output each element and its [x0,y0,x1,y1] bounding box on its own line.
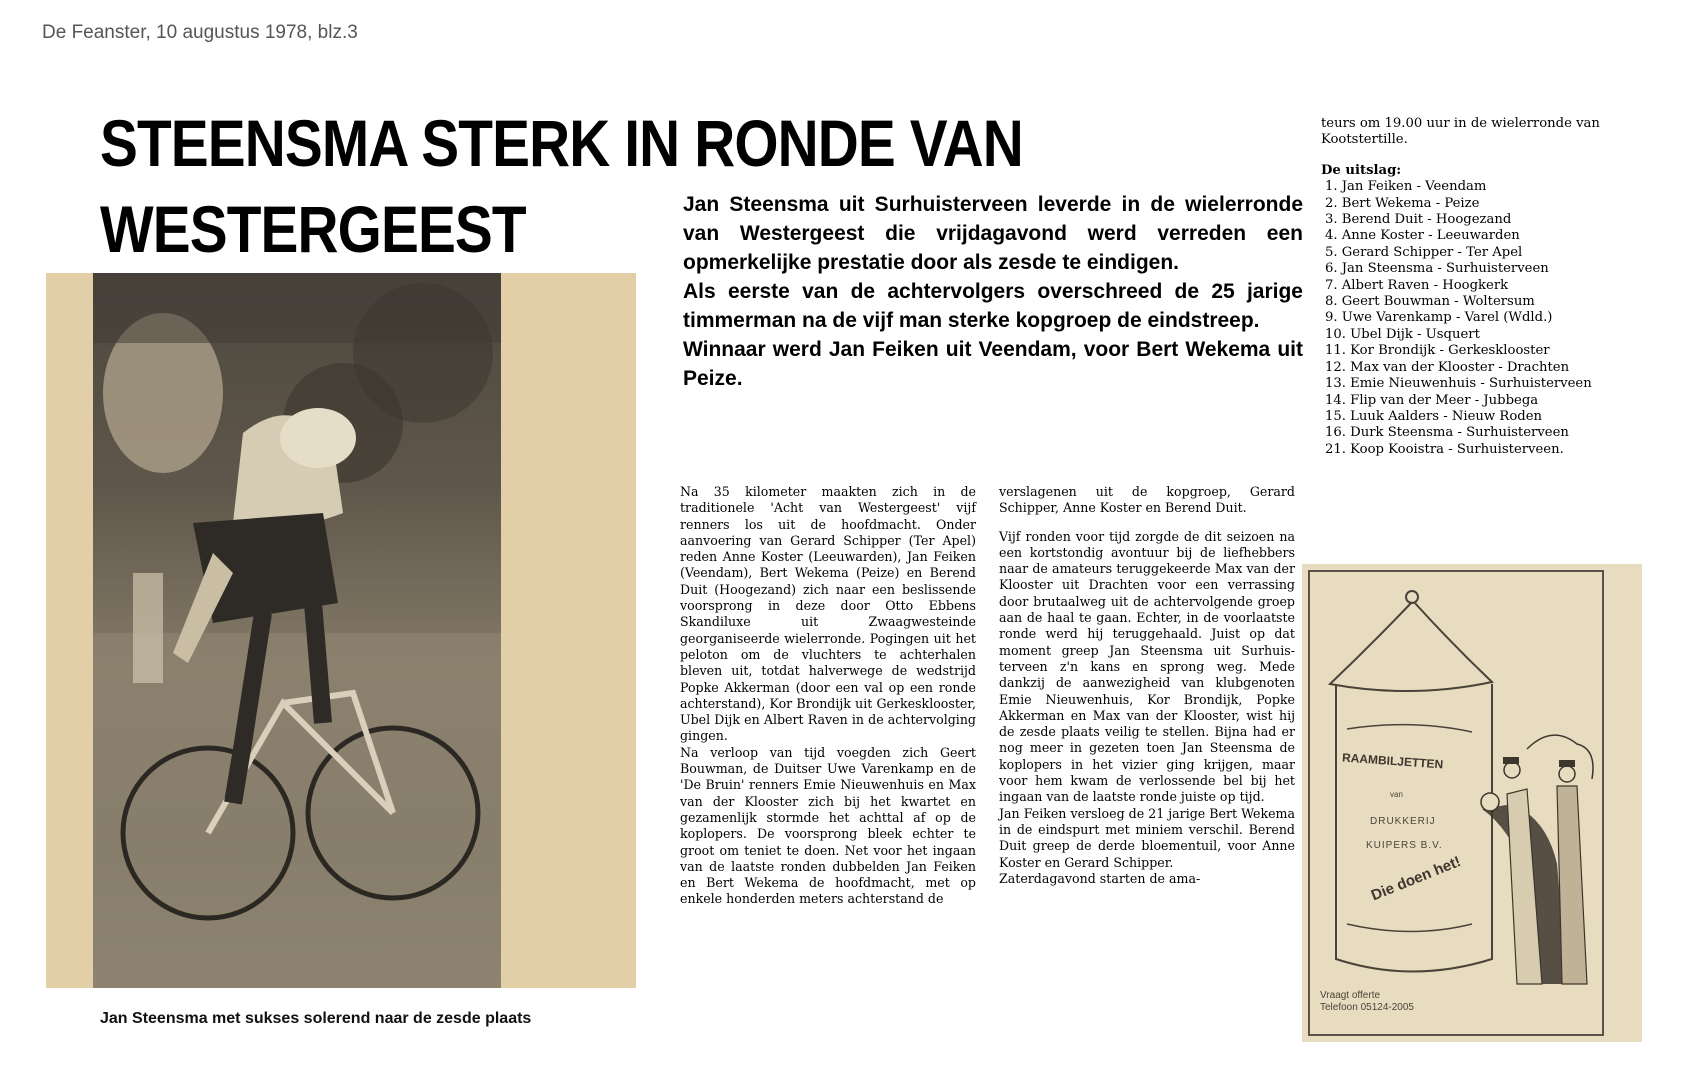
lead-sentence: Jan Steensma uit Surhuisterveen leverde in de wielerronde van Westergeest die vrijdagavond werd verreden een opmerkelijke prestatie door als zesde te eindigen. [683,193,1303,274]
result-item: 14. Flip van der Meer - Jubbega [1325,392,1539,408]
result-item: 11. Kor Brondijk - Gerkesklooster [1325,343,1550,359]
result-item: 13. Emie Nieuwenhuis - Surhuisterveen [1325,376,1592,392]
printer-advertisement [1302,564,1642,1042]
lead-sentence: Winnaar werd Jan Feiken uit Veendam, voor Bert Wekema uit Peize. [683,338,1303,390]
result-item: 12. Max van der Klooster - Drachten [1325,359,1570,375]
lead-paragraph [683,190,1303,393]
body-paragraph: Na verloop van tijd voegden zich Geert Bouwman, de Duitser Uwe Varenkamp en de 'De Bruin' renners Emie Nieuwenhuis en Max van der Klooster zich bij het kwartet en gezamenlijk stormde het achttal af op de koplopers. De voorsprong bleek echter te groot om teniet te doen. Net voor het ingaan van de laatste ronden dubbelden Jan Feiken en Bert Wekema de hoofdmacht, met op enkele honderden meters achterstand de [680,744,976,907]
body-paragraph: Zaterdagavond starten de ama- [999,870,1201,886]
headline-line-2: WESTERGEEST [100,192,526,266]
body-column-3 [1321,116,1621,458]
result-item: 15. Luuk Aalders - Nieuw Roden [1325,408,1542,424]
result-item: 8. Geert Bouwman - Woltersum [1325,294,1535,310]
source-citation: De Feanster, 10 augustus 1978, blz.3 [42,22,358,43]
ad-printer-name: DRUKKERIJ [1370,816,1436,827]
ad-offer-text: Vraagt offerte [1320,990,1381,1001]
result-item: 3. Berend Duit - Hoogezand [1325,212,1512,228]
lead-sentence: Als eerste van de achtervolgers overschreed de 25 jarige timmerman na de vijf man sterke kopgroep de eindstreep. [683,280,1303,332]
result-item: 5. Gerard Schipper - Ter Apel [1325,244,1523,260]
result-item: 10. Ubel Dijk - Usquert [1325,326,1480,342]
result-item: 16. Durk Steensma - Surhuisterveen [1325,425,1569,441]
advertising-column-drawing [1302,564,1642,1042]
body-paragraph: Jan Feiken versloeg de 21 jarige Bert Wekema in de eindspurt met miniem verschil. Berend Duit greep de derde bloementuil, voor Anne Koster en Gerard Schipper. [999,805,1295,870]
body-paragraph: teurs om 19.00 uur in de wielerronde van Kootstertille. [1321,116,1600,148]
body-column-2 [999,484,1295,887]
photo-caption: Jan Steensma met sukses solerend naar de zesde plaats [100,1010,532,1027]
ad-phone: Telefoon 05124-2005 [1320,1002,1414,1013]
body-paragraph: Vijf ronden voor tijd zorgde de dit seizoen na een kortstondig avontuur bij de liefhebbers naar de amateurs teruggekeerde Max van der Klooster uit Drachten voor een verrassing door brutaalweg uit de achtervolgende groep aan de haal te gaan. Echter, in de voorlaatste ronde werd hij teruggehaald. Juist op dat moment greep Jan Steensma uit Surhuisterveen z'n kans en sprong weg. Mede dankzij de aanwezigheid van klubgenoten Emie Nieuwenhuis, Kor Brondijk, Popke Akkerman en Max van der Klooster, wist hij de zesde plaats veilig te stellen. Bijna had er nog meer in gezeten toen Jan Steensma de koplopers in het vizier ging krijgen, maar voor hem kwam de verlossende bel bij het ingaan van de laatste ronde juiste op tijd. [999,528,1295,805]
result-item: 6. Jan Steensma - Surhuisterveen [1325,261,1549,277]
body-paragraph: Na 35 kilometer maakten zich in de traditionele 'Acht van Westergeest' vijf renners los uit de hoofdmacht. Onder aanvoering van Gerard Schipper (Ter Apel) reden Anne Koster (Leeuwarden), Jan Feiken (Veendam), Bert Wekema (Peize) en Berend Duit (Hoogezand) zich naar een beslissende voorsprong in deze door Otto Ebbens Skandiluxe uit Zwaagwesteinde georganiseerde wielerronde. Pogingen uit het peloton om de vluchters te achterhalen bleven uit, totdat halverwege de wedstrijd Popke Akkerman (door een val op een ronde achterstand), Kor Brondijk uit Gerkesklooster, Ubel Dijk en Albert Raven in de achtervolging gingen. [680,484,976,744]
results-title: De uitslag: [1321,162,1402,178]
cyclist-photo [46,273,636,988]
ad-van: van [1390,790,1403,799]
photo-image [93,273,501,988]
results-list [1321,179,1621,458]
ad-slogan: Die doen het! [1368,853,1464,905]
result-item: 1. Jan Feiken - Veendam [1325,179,1487,195]
result-item: 9. Uwe Varenkamp - Varel (Wdld.) [1325,310,1553,326]
ad-printer-company: KUIPERS B.V. [1366,840,1443,851]
ad-title: RAAMBILJETTEN [1341,750,1444,772]
body-column-1 [680,484,976,908]
headline-line-1: STEENSMA STERK IN RONDE VAN [100,106,1023,180]
ad-contact [1320,990,1414,1014]
cyclist-illustration [93,273,501,988]
result-item: 21. Koop Kooistra - Surhuisterveen. [1325,441,1564,457]
body-paragraph: verslagenen uit de kopgroep, Gerard Schipper, Anne Koster en Berend Duit. [999,484,1295,516]
result-item: 2. Bert Wekema - Peize [1325,195,1480,211]
result-item: 7. Albert Raven - Hoogkerk [1325,277,1509,293]
result-item: 4. Anne Koster - Leeuwarden [1325,228,1520,244]
